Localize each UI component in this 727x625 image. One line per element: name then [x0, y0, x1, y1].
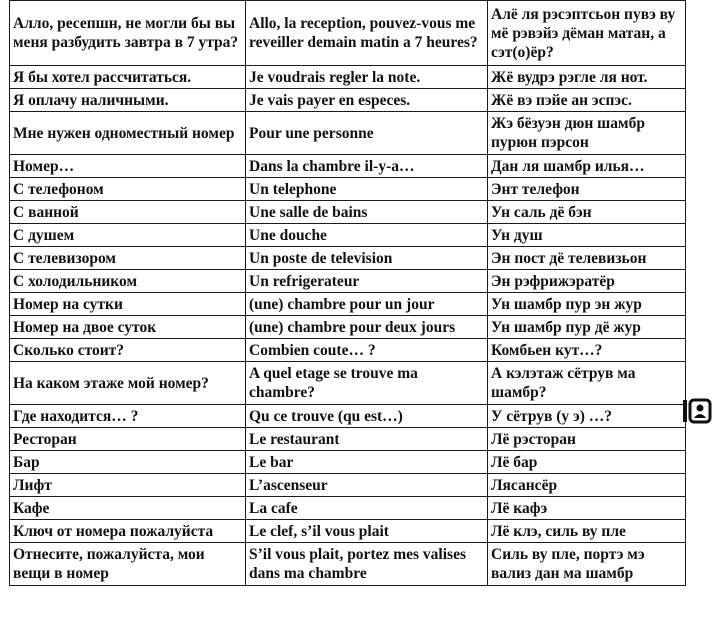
- french-phrase-cell: A quel etage se trouve ma chambre?: [246, 362, 488, 405]
- id-card-icon: [682, 398, 712, 424]
- transcription-cell: Ун саль дё бэн: [488, 201, 686, 224]
- russian-phrase-cell: Ресторан: [10, 428, 246, 451]
- transcription-cell: Ун душ: [488, 224, 686, 247]
- transcription-cell: Лё кафэ: [488, 497, 686, 520]
- transcription-cell: Лё бар: [488, 451, 686, 474]
- russian-phrase-cell: Лифт: [10, 474, 246, 497]
- russian-phrase-cell: Сколько стоит?: [10, 339, 246, 362]
- french-phrase-cell: S’il vous plait, portez mes valises dans ma chambre: [246, 543, 488, 586]
- russian-phrase-cell: Ключ от номера пожалуйста: [10, 520, 246, 543]
- transcription-cell: Дан ля шамбр илья…: [488, 155, 686, 178]
- transcription-cell: Лё рэсторан: [488, 428, 686, 451]
- table-row: [10, 316, 686, 339]
- french-phrase-cell: Je vais payer en especes.: [246, 89, 488, 112]
- table-row: [10, 451, 686, 474]
- french-phrase-cell: Le bar: [246, 451, 488, 474]
- table-row: [10, 293, 686, 316]
- french-phrase-cell: Un telephone: [246, 178, 488, 201]
- transcription-cell: Жё вудрэ рэгле ля нот.: [488, 66, 686, 89]
- transcription-cell: Эн пост дё телевизьон: [488, 247, 686, 270]
- russian-phrase-cell: Я оплачу наличными.: [10, 89, 246, 112]
- transcription-cell: У сётрув (у э) …?: [488, 405, 686, 428]
- french-phrase-cell: Une salle de bains: [246, 201, 488, 224]
- table-row: [10, 224, 686, 247]
- french-phrase-cell: La cafe: [246, 497, 488, 520]
- table-row: [10, 339, 686, 362]
- russian-phrase-cell: Номер…: [10, 155, 246, 178]
- russian-phrase-cell: С холодильником: [10, 270, 246, 293]
- french-phrase-cell: L’ascenseur: [246, 474, 488, 497]
- phrasebook-sheet: [9, 0, 685, 586]
- russian-phrase-cell: С телефоном: [10, 178, 246, 201]
- table-row: [10, 247, 686, 270]
- phrase-table: [9, 0, 686, 586]
- table-row: [10, 270, 686, 293]
- russian-phrase-cell: Где находится… ?: [10, 405, 246, 428]
- transcription-cell: Силь ву пле, портэ мэ вализ дан ма шамбр: [488, 543, 686, 586]
- transcription-cell: Лясансёр: [488, 474, 686, 497]
- russian-phrase-cell: Номер на сутки: [10, 293, 246, 316]
- french-phrase-cell: Pour une personne: [246, 112, 488, 155]
- russian-phrase-cell: Бар: [10, 451, 246, 474]
- french-phrase-cell: Un refrigerateur: [246, 270, 488, 293]
- french-phrase-cell: Je voudrais regler la note.: [246, 66, 488, 89]
- french-phrase-cell: Combien coute… ?: [246, 339, 488, 362]
- table-row: [10, 405, 686, 428]
- french-phrase-cell: Qu ce trouve (qu est…): [246, 405, 488, 428]
- footer-strip: [9, 616, 685, 625]
- russian-phrase-cell: С телевизором: [10, 247, 246, 270]
- russian-phrase-cell: Отнесите, пожалуйста, мои вещи в номер: [10, 543, 246, 586]
- transcription-cell: Ун шамбр пур эн жур: [488, 293, 686, 316]
- french-phrase-cell: Allo, la reception, pouvez-vous me reveiller demain matin a 7 heures?: [246, 1, 488, 66]
- table-row: [10, 520, 686, 543]
- russian-phrase-cell: Мне нужен одноместный номер: [10, 112, 246, 155]
- russian-phrase-cell: Алло, ресепшн, не могли бы вы меня разбудить завтра в 7 утра?: [10, 1, 246, 66]
- french-phrase-cell: Dans la chambre il-y-a…: [246, 155, 488, 178]
- french-phrase-cell: Le restaurant: [246, 428, 488, 451]
- russian-phrase-cell: Кафе: [10, 497, 246, 520]
- transcription-cell: Алё ля рэсэптсьон пувэ ву мё рэвэйэ дёман матан, а сэт(о)ёр?: [488, 1, 686, 66]
- table-row: [10, 89, 686, 112]
- table-row: [10, 428, 686, 451]
- russian-phrase-cell: Я бы хотел рассчитаться.: [10, 66, 246, 89]
- table-row: [10, 155, 686, 178]
- table-row: [10, 112, 686, 155]
- russian-phrase-cell: С душем: [10, 224, 246, 247]
- phrase-table-body: [10, 1, 686, 586]
- transcription-cell: Эн рэфрижэратёр: [488, 270, 686, 293]
- french-phrase-cell: Un poste de television: [246, 247, 488, 270]
- table-row: [10, 474, 686, 497]
- french-phrase-cell: (une) chambre pour deux jours: [246, 316, 488, 339]
- french-phrase-cell: Le clef, s’il vous plait: [246, 520, 488, 543]
- russian-phrase-cell: На каком этаже мой номер?: [10, 362, 246, 405]
- russian-phrase-cell: С ванной: [10, 201, 246, 224]
- table-row: [10, 543, 686, 586]
- table-row: [10, 497, 686, 520]
- table-row: [10, 1, 686, 66]
- transcription-cell: Жё вэ пэйе ан эспэс.: [488, 89, 686, 112]
- transcription-cell: Ун шамбр пур дё жур: [488, 316, 686, 339]
- transcription-cell: Энт телефон: [488, 178, 686, 201]
- french-phrase-cell: (une) chambre pour un jour: [246, 293, 488, 316]
- transcription-cell: Лё клэ, силь ву пле: [488, 520, 686, 543]
- table-row: [10, 178, 686, 201]
- table-row: [10, 66, 686, 89]
- transcription-cell: Жэ бёзуэн дюн шамбр пурюн пэрсон: [488, 112, 686, 155]
- french-phrase-cell: Une douche: [246, 224, 488, 247]
- table-row: [10, 362, 686, 405]
- transcription-cell: А кэлэтаж сётрув ма шамбр?: [488, 362, 686, 405]
- russian-phrase-cell: Номер на двое суток: [10, 316, 246, 339]
- table-row: [10, 201, 686, 224]
- transcription-cell: Комбьен кут…?: [488, 339, 686, 362]
